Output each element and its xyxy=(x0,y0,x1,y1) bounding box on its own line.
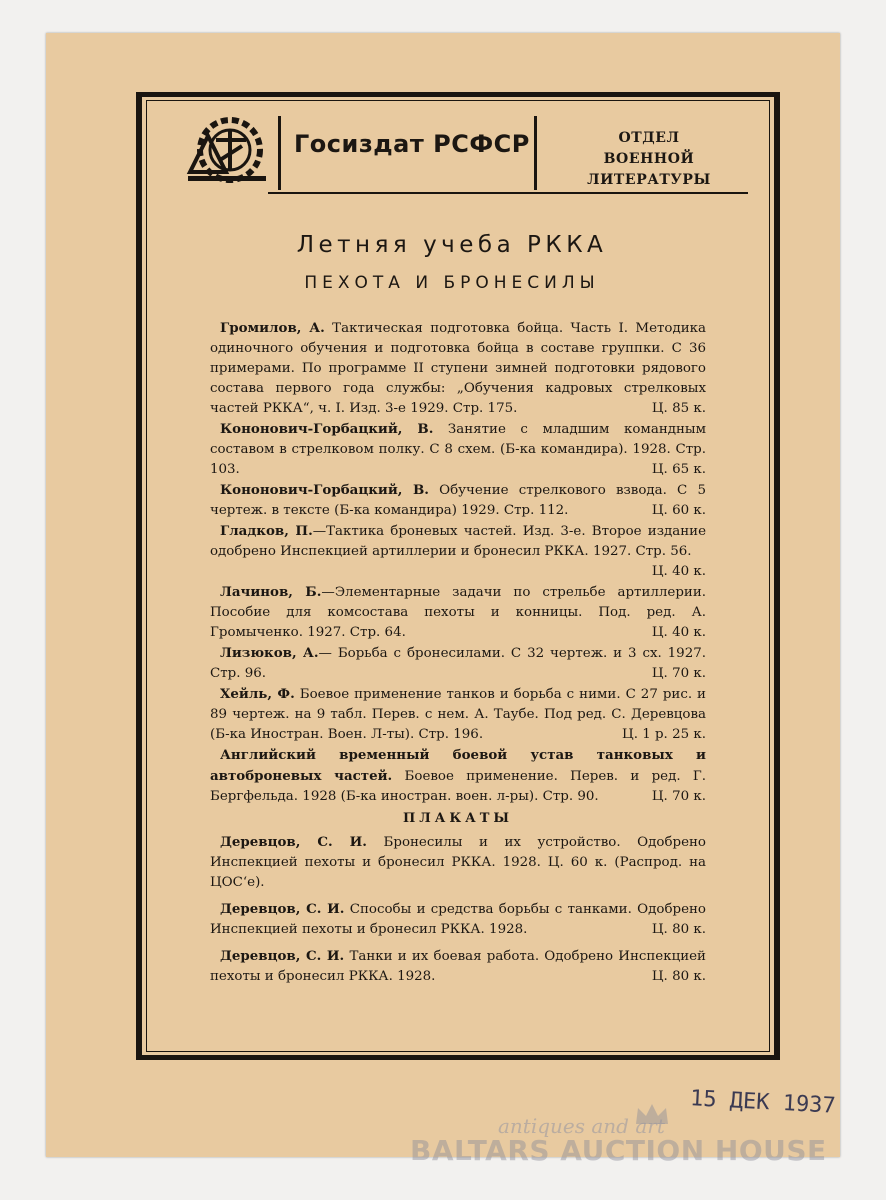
book-price: Ц. 1 р. 25 к. xyxy=(622,727,706,742)
book-entry xyxy=(210,521,706,582)
book-price: Ц. 40 к. xyxy=(651,564,706,579)
masthead xyxy=(172,106,750,194)
book-description: Боевое применение танков и борьба с ними. С 27 рис. и 89 чертеж. на 9 табл. Перев. с нем. А. Таубе. Под ред. С. Деревцова (Б-ка Иностран. Воен. Л-ты). Стр. 196. xyxy=(210,687,706,742)
book-price: Ц. 60 к. xyxy=(651,503,706,518)
poster-author: Деревцов, С. И. xyxy=(220,834,367,850)
gosizdat-logo-icon xyxy=(186,110,270,190)
posters-heading: ПЛАКАТЫ xyxy=(402,811,514,826)
poster-description: Бронесилы и их устройство. Одобрено Инспекцией пехоты и бронесил РККА. 1928. Ц. 60 к. (Распрод. на ЦОС‘е). xyxy=(210,835,706,890)
book-author: Лизюков, А. xyxy=(220,645,319,661)
page-subtitle: ПЕХОТА И БРОНЕСИЛЫ xyxy=(304,273,600,293)
book-entry xyxy=(210,582,706,643)
book-description: Обучение стрелкового взвода. С 5 чертеж. в тексте (Б-ка командира) 1929. Стр. 112. xyxy=(210,483,706,518)
masthead-divider xyxy=(534,116,537,190)
book-price: Ц. 70 к. xyxy=(651,666,706,681)
poster-author: Деревцов, С. И. xyxy=(220,948,345,964)
book-author: Хейль, Ф. xyxy=(220,686,295,702)
department-line: ОТДЕЛ xyxy=(618,130,680,146)
book-author: Кононович-Горбацкий, В. xyxy=(220,421,434,437)
book-list xyxy=(210,318,706,993)
poster-entry xyxy=(210,832,706,893)
masthead-rule xyxy=(268,192,748,194)
book-entry xyxy=(210,684,706,745)
poster-price: Ц. 80 к. xyxy=(651,922,706,937)
book-entry xyxy=(210,745,706,807)
poster-description: Танки и их боевая работа. Одобрено Инспекцией пехоты и бронесил РККА. 1928. xyxy=(210,949,706,984)
masthead-divider xyxy=(278,116,281,190)
date-stamp: 15 ДЕК 1937 xyxy=(689,1086,837,1119)
page-title: Летняя учеба РККА xyxy=(296,232,608,258)
book-entry xyxy=(210,419,706,480)
book-author: Гладков, П. xyxy=(220,523,313,539)
book-description: —Тактика броневых частей. Изд. 3-е. Второе издание одобрено Инспекцией артиллерии и бронесил РККА. 1927. Стр. 56. xyxy=(210,524,706,559)
book-description: Тактическая подготовка бойца. Часть I. Методика одиночного обучения и подготовка бойца в составе группки. С 36 примерами. По программе II ступени зимней подготовки рядового состава первого года службы: „Обучения кадровых стрелковых частей РККА“, ч. I. Изд. 3-е 1929. Стр. 175. xyxy=(210,321,706,416)
watermark-tagline: antiques and art xyxy=(498,1114,665,1138)
book-price: Ц. 40 к. xyxy=(651,625,706,640)
book-entry xyxy=(210,318,706,419)
watermark-brand: BALTARS AUCTION HOUSE xyxy=(410,1134,827,1167)
book-description: —Элементарные задачи по стрельбе артиллерии. Пособие для комсостава пехоты и конницы. Под. ред. А. Громыченко. 1927. Стр. 64. xyxy=(210,585,706,640)
book-description: Боевое применение. Перев. и ред. Г. Бергфельда. 1928 (Б-ка иностран. воен. л-ры). Стр. 90. xyxy=(210,769,707,804)
poster-entry xyxy=(210,946,706,987)
publisher-name: Госиздат РСФСР xyxy=(294,130,530,158)
book-description: Занятие с младшим командным составом в стрелковом полку. С 8 схем. (Б-ка командира). 1928. Стр. 103. xyxy=(210,422,706,477)
poster-price: Ц. 80 к. xyxy=(651,969,706,984)
book-price: Ц. 85 к. xyxy=(651,401,706,416)
department-label xyxy=(544,128,754,191)
poster-entry xyxy=(210,899,706,940)
poster-description: Способы и средства борьбы с танками. Одобрено Инспекцией пехоты и бронесил РККА. 1928. xyxy=(210,902,706,937)
book-entry xyxy=(210,480,706,521)
department-line: ВОЕННОЙ ЛИТЕРАТУРЫ xyxy=(587,151,711,188)
book-author: Кононович-Горбацкий, В. xyxy=(220,482,429,498)
book-author: Лачинов, Б. xyxy=(220,584,322,600)
book-description: — Борьба с бронесилами. С 32 чертеж. и 3 сх. 1927. Стр. 96. xyxy=(210,646,706,681)
book-price: Ц. 65 к. xyxy=(651,462,706,477)
book-author: Громилов, А. xyxy=(220,320,325,336)
poster-author: Деревцов, С. И. xyxy=(220,901,345,917)
book-price: Ц. 70 к. xyxy=(651,789,706,804)
book-author: Английский временный боевой устав танковых и автоброневых частей. xyxy=(210,747,706,784)
book-entry xyxy=(210,643,706,684)
